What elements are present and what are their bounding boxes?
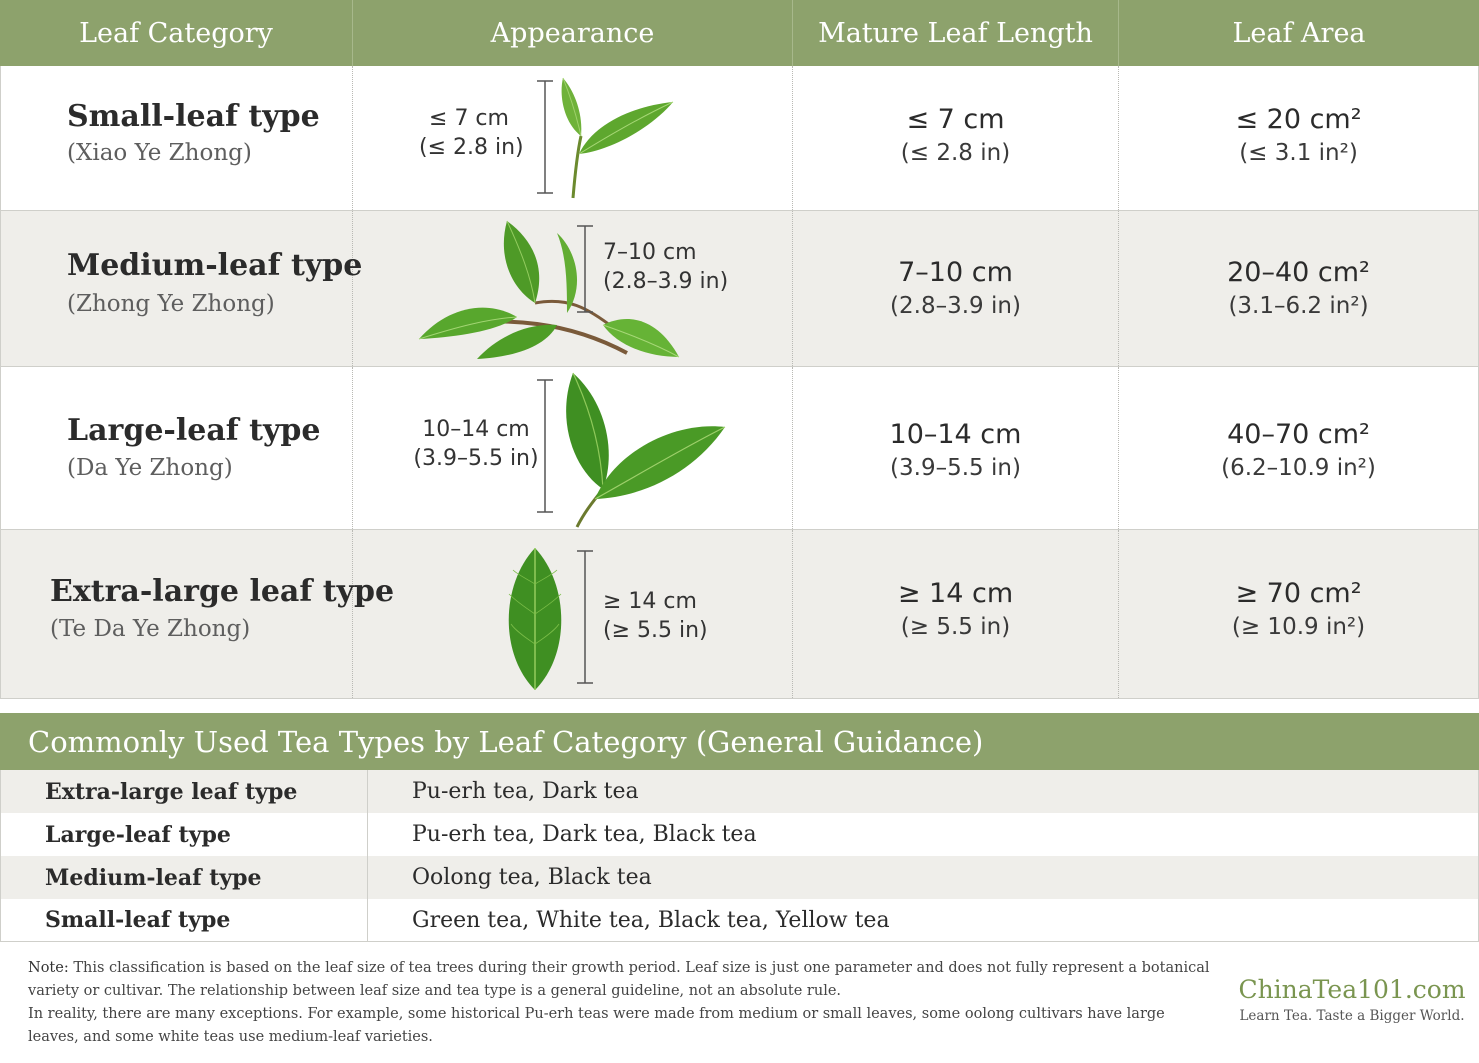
- dimension-bracket-icon: [535, 379, 555, 513]
- footnote-paragraph-1: [28, 957, 1218, 1003]
- table-header-row: [0, 0, 1479, 66]
- category-pinyin: (Xiao Ye Zhong): [67, 140, 252, 166]
- appearance-cm: 7–10 cm: [603, 240, 697, 265]
- area-in: (6.2–10.9 in²): [1221, 455, 1376, 481]
- brand-block: [1225, 975, 1479, 1024]
- usage-row: [0, 856, 1479, 899]
- header-mature-leaf-length: Mature Leaf Length: [793, 0, 1119, 66]
- category-cell: [0, 367, 353, 529]
- category-name: Small-leaf type: [67, 99, 320, 134]
- table-row-small-leaf: [0, 66, 1479, 211]
- usage-tea-types: Pu-erh tea, Dark tea, Black tea: [412, 822, 757, 847]
- area-cell: [1119, 367, 1479, 529]
- length-cm: ≥ 14 cm: [897, 578, 1014, 609]
- usage-category: Small-leaf type: [1, 899, 368, 941]
- category-pinyin: (Da Ye Zhong): [67, 455, 233, 481]
- area-cm: 20–40 cm²: [1227, 257, 1370, 288]
- appearance-in: (≥ 5.5 in): [603, 618, 708, 643]
- length-cell: [793, 530, 1119, 698]
- appearance-cell: [353, 66, 793, 210]
- usage-category: Medium-leaf type: [1, 856, 368, 899]
- large-tea-leaves-image: [555, 371, 735, 531]
- footnote-text-1: This classification is based on the leaf size of tea trees during their growth period. Leaf size is just one parameter and does not fully represent a botanical variety or cultivar. The relationship between leaf size and tea type is a general guideline, not an absolute rule.: [28, 960, 1210, 999]
- usage-row: [0, 899, 1479, 942]
- area-in: (3.1–6.2 in²): [1228, 293, 1369, 319]
- category-cell: [0, 211, 363, 366]
- area-cm: ≥ 70 cm²: [1235, 578, 1362, 609]
- category-pinyin: (Te Da Ye Zhong): [50, 616, 251, 642]
- table-row-large-leaf: [0, 367, 1479, 530]
- appearance-in: (3.9–5.5 in): [413, 446, 539, 471]
- category-name: Large-leaf type: [67, 413, 321, 448]
- appearance-dimension: [603, 238, 728, 296]
- usage-table-title: Commonly Used Tea Types by Leaf Category (General Guidance): [0, 713, 1479, 770]
- brand-name[interactable]: ChinaTea101.com: [1238, 975, 1466, 1004]
- dimension-bracket-icon: [535, 80, 555, 194]
- dimension-bracket-icon: [575, 550, 595, 684]
- usage-tea-types: Pu-erh tea, Dark tea: [412, 779, 639, 804]
- extra-large-tea-leaf-image: [499, 544, 569, 694]
- appearance-cell: [353, 211, 793, 366]
- header-appearance: Appearance: [353, 0, 793, 66]
- appearance-dimension: [603, 587, 708, 645]
- area-cell: [1119, 530, 1479, 698]
- length-cm: ≤ 7 cm: [906, 104, 1005, 135]
- category-cell: [0, 530, 395, 698]
- appearance-cell: [353, 367, 793, 529]
- category-cell: [0, 66, 353, 210]
- length-cell: [793, 66, 1119, 210]
- category-pinyin: (Zhong Ye Zhong): [67, 291, 275, 317]
- footnote: [28, 957, 1218, 1049]
- usage-category: Large-leaf type: [1, 813, 368, 856]
- header-leaf-category: Leaf Category: [0, 0, 353, 66]
- area-cm: 40–70 cm²: [1227, 419, 1370, 450]
- category-name: Extra-large leaf type: [50, 574, 395, 609]
- table-row-medium-leaf: [0, 211, 1479, 367]
- length-cm: 7–10 cm: [898, 257, 1013, 288]
- dimension-bracket-icon: [575, 225, 595, 313]
- header-leaf-area: Leaf Area: [1232, 17, 1366, 49]
- area-cell: [1119, 211, 1479, 366]
- length-in: (2.8–3.9 in): [890, 293, 1021, 319]
- appearance-dimension: [419, 104, 524, 162]
- usage-category: Extra-large leaf type: [1, 770, 368, 813]
- length-cell: [793, 367, 1119, 529]
- appearance-cm: 10–14 cm: [422, 417, 530, 442]
- area-in: (≥ 10.9 in²): [1231, 614, 1366, 640]
- length-cell: [793, 211, 1119, 366]
- appearance-in: (≤ 2.8 in): [419, 135, 524, 160]
- usage-tea-types: Green tea, White tea, Black tea, Yellow tea: [412, 907, 890, 933]
- area-cm: ≤ 20 cm²: [1235, 104, 1362, 135]
- footnote-text-2: In reality, there are many exceptions. For example, some historical Pu-erh teas were made from medium or small leaves, some oolong cultivars have large leaves, and some white teas use medium-leaf varieties.: [28, 1006, 1165, 1045]
- length-in: (≤ 2.8 in): [900, 140, 1011, 166]
- usage-row: [0, 770, 1479, 813]
- appearance-in: (2.8–3.9 in): [603, 269, 729, 294]
- usage-row: [0, 813, 1479, 856]
- area-in: (≤ 3.1 in²): [1239, 140, 1358, 166]
- table-row-extra-large-leaf: [0, 530, 1479, 699]
- appearance-dimension: [411, 415, 541, 473]
- usage-tea-types: Oolong tea, Black tea: [412, 865, 652, 890]
- appearance-cm: ≤ 7 cm: [429, 106, 509, 131]
- appearance-cm: ≥ 14 cm: [603, 589, 697, 614]
- footnote-label: Note:: [28, 960, 69, 976]
- brand-tagline: Learn Tea. Taste a Bigger World.: [1239, 1008, 1465, 1024]
- length-cm: 10–14 cm: [889, 419, 1022, 450]
- small-tea-shoot-image: [553, 74, 683, 204]
- length-in: (≥ 5.5 in): [900, 614, 1011, 640]
- area-cell: [1119, 66, 1479, 210]
- tea-types-usage-table: [0, 713, 1479, 942]
- category-name: Medium-leaf type: [67, 248, 363, 283]
- length-in: (3.9–5.5 in): [890, 455, 1021, 481]
- appearance-cell: [353, 530, 793, 698]
